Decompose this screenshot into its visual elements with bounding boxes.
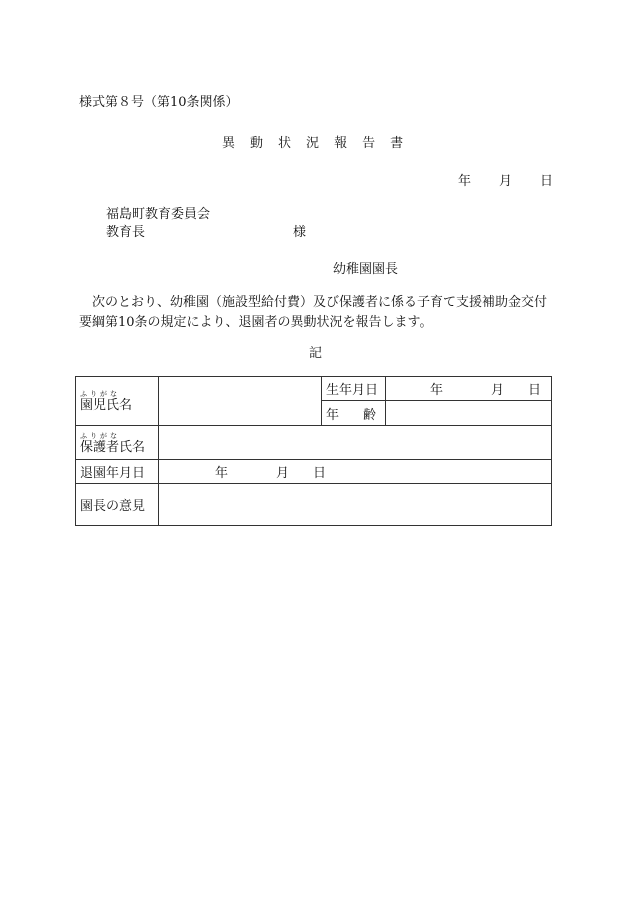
report-date	[458, 175, 553, 188]
age-label-1: 年	[326, 407, 340, 423]
opinion-label: 園長の意見	[76, 484, 159, 526]
title-char: 況	[306, 136, 320, 151]
date-day: 日	[540, 174, 554, 189]
title-char: 状	[278, 136, 292, 151]
withdraw-day: 日	[313, 466, 327, 481]
guardian-name-label-cell	[76, 426, 159, 460]
title-char: 告	[362, 136, 376, 151]
sender: 幼稚園園長	[333, 262, 399, 277]
report-table	[75, 376, 552, 526]
title-char: 報	[334, 136, 348, 151]
addressee-office: 福島町教育委員会	[106, 207, 211, 222]
title-char: 書	[390, 136, 404, 151]
child-ruby: ふりがな	[80, 390, 120, 398]
birthdate-month: 月	[491, 383, 505, 398]
withdraw-date-label: 退園年月日	[76, 460, 159, 484]
opinion-field[interactable]	[159, 484, 552, 526]
body-text: 次のとおり、幼稚園（施設型給付費）及び保護者に係る子育て支援補助金交付要綱第10条の規定により、退園者の異動状況を報告します。	[79, 295, 548, 330]
birthdate-year: 年	[430, 383, 444, 398]
child-name-label: 園児氏名	[80, 398, 133, 413]
guardian-ruby: ふりがな	[80, 431, 120, 440]
withdraw-year: 年	[215, 466, 229, 481]
title-char: 動	[250, 136, 264, 151]
birthdate-field[interactable]	[386, 377, 552, 401]
date-month: 月	[499, 174, 513, 189]
addressee-honorific: 様	[293, 225, 307, 240]
child-name-field[interactable]	[159, 377, 322, 426]
form-number: 様式第８号（第10条関係）	[79, 95, 239, 110]
guardian-name-field[interactable]	[159, 426, 552, 460]
age-label-2: 齢	[363, 407, 377, 423]
child-name-label-cell	[76, 377, 159, 426]
age-field[interactable]	[386, 401, 552, 426]
title-char: 異	[222, 136, 236, 151]
birthdate-label: 生年月日	[322, 377, 386, 401]
guardian-name-label: 保護者氏名	[80, 439, 146, 455]
addressee-title: 教育長	[106, 225, 146, 240]
ki-heading: 記	[309, 346, 323, 361]
withdraw-date-field[interactable]	[159, 460, 552, 484]
document-title	[222, 137, 418, 150]
age-label	[322, 401, 386, 426]
birthdate-day: 日	[528, 383, 542, 398]
withdraw-month: 月	[276, 466, 290, 481]
date-year: 年	[458, 174, 472, 189]
